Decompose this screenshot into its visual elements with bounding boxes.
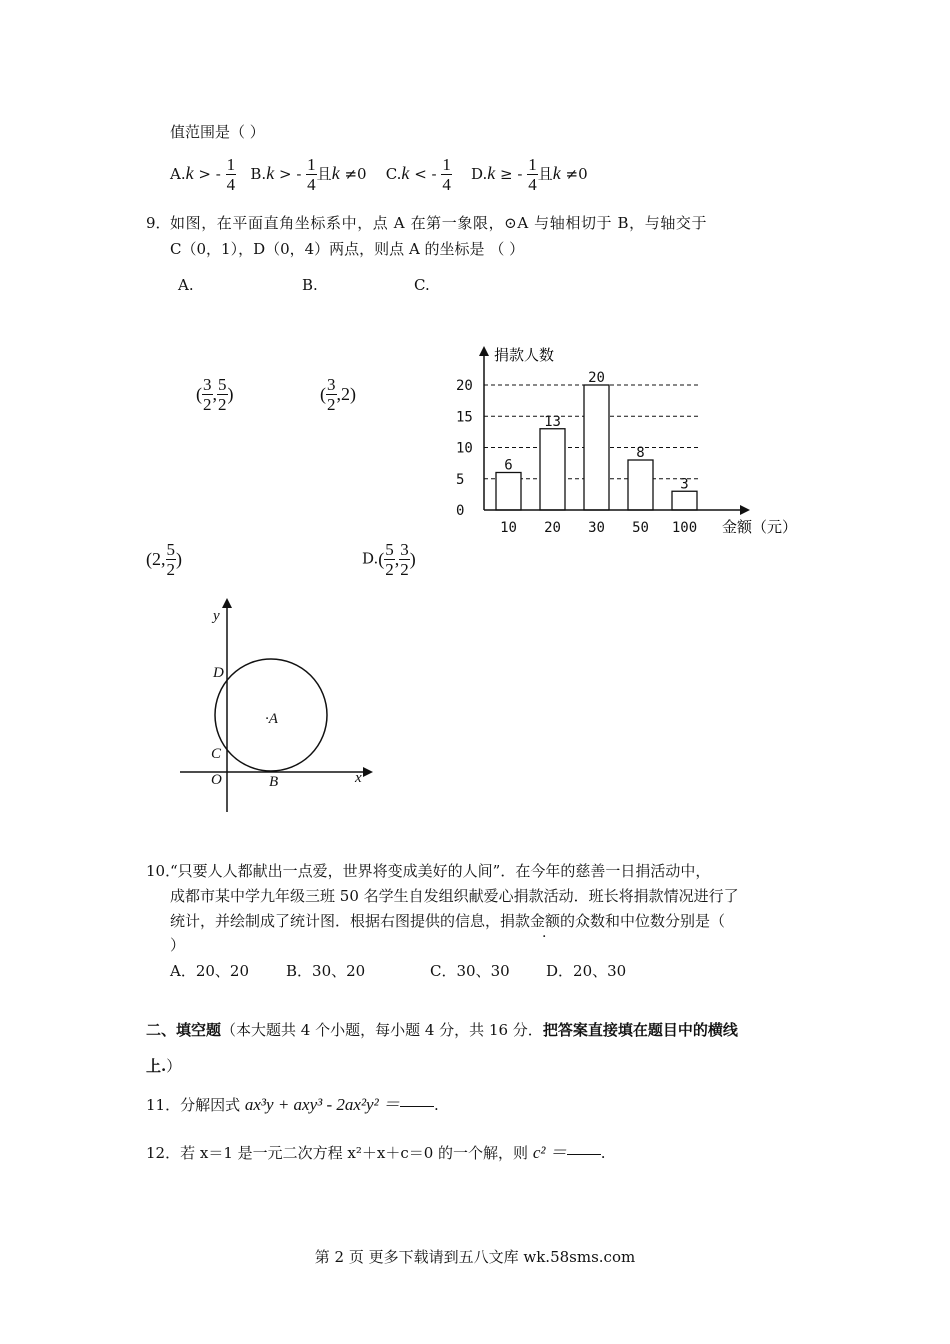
bar-50 [628, 460, 653, 510]
x-tick-label: 20 [544, 520, 561, 536]
q9-line1: 如图，在平面直角坐标系中，点 A 在第一象限，⊙A 与轴相切于 B，与轴交于 [170, 214, 708, 232]
q8-options [170, 155, 588, 194]
y-axis-arrow [479, 346, 489, 356]
fig-label-b: B [269, 774, 279, 790]
q9-value-a: ( $\frac{3}{2}$ , $\frac{5}{2}$ ) [196, 375, 234, 414]
section2-title: 二、填空题 [146, 1021, 222, 1039]
x-tick-label: 50 [632, 520, 649, 536]
q9-option-d[interactable]: D.( $\frac{5}{2}$ , $\frac{3}{2}$ ) [362, 540, 416, 579]
y-tick-label: 0 [456, 503, 465, 519]
bar-100 [672, 491, 697, 510]
bar-value-label: 3 [680, 476, 689, 493]
q8-option-d[interactable]: D.k ≥ - $\frac{1}{4}$ 且k ≠0 [470, 155, 588, 194]
fig-label-x: x [355, 770, 362, 786]
q12: 12．若 x＝1 是一元二次方程 x²＋x＋c＝0 的一个解，则 c² ＝ . [146, 1143, 606, 1162]
y-tick-label: 5 [456, 471, 465, 488]
bar-20 [540, 429, 565, 510]
section2-line2: 上.） [146, 1057, 182, 1075]
chart-title: 捐款人数 [494, 346, 555, 364]
fig-label-a: ·A [265, 711, 278, 727]
q10-number: 10． [146, 862, 181, 880]
q10-line4: ） [170, 936, 186, 954]
q10-option-c[interactable]: C．30、30 [430, 962, 510, 980]
fig-label-c: C [211, 746, 222, 762]
q8-tail: 值范围是（ ） [170, 123, 265, 141]
x-tick-label: 100 [671, 520, 698, 536]
x-axis-label: 金额（元） [722, 518, 798, 536]
q11: 11．分解因式 ax³y + axy³ - 2ax²y² ＝ . [146, 1095, 439, 1114]
x-axis-arrow [740, 505, 750, 515]
q10-line3: 统计，并绘制成了统计图．根据右图提供的信息，捐款金额的众数和中位数分别是（ [170, 912, 726, 930]
bar-value-label: 13 [544, 413, 561, 430]
section2-heading: 二、填空题（本大题共 4 个小题，每小题 4 分，共 16 分．把答案直接填在题目中的横线 [146, 1021, 738, 1039]
donation-bar-chart [440, 340, 810, 545]
q8-option-a[interactable]: A.k > - $\frac{1}{4}$ [170, 155, 236, 194]
q10-option-b[interactable]: B．30、20 [286, 962, 366, 980]
bar-value-label: 8 [636, 445, 645, 461]
fig-label-d: D [213, 665, 224, 681]
q9-value-c: (2, $\frac{5}{2}$ ) [146, 540, 182, 579]
q10-emphasis-amount: 金额 [530, 912, 561, 930]
q9-option-c-label[interactable]: C. [414, 276, 430, 294]
bar-10 [496, 473, 521, 511]
q9-line2: C（0，1），D（0，4）两点，则点 A 的坐标是 （ ） [170, 240, 525, 258]
bar-value-label: 20 [588, 370, 605, 386]
bar-value-label: 6 [504, 457, 513, 474]
q9-option-b-label[interactable]: B. [302, 276, 318, 294]
x-tick-label: 30 [588, 520, 605, 536]
fig-y-arrow [222, 598, 232, 608]
q10-line2: 成都市某中学九年级三班 50 名学生自发组织献爱心捐款活动．班长将捐款情况进行了 [170, 887, 739, 905]
q10-option-a[interactable]: A．20、20 [170, 962, 250, 980]
circle-coordinate-figure [175, 592, 385, 817]
bar-30 [584, 385, 609, 510]
q12-answer-blank[interactable] [567, 1153, 601, 1155]
q12-expression: c² ＝ [532, 1143, 567, 1162]
y-tick-label: 20 [456, 378, 473, 394]
fig-x-arrow [363, 767, 373, 777]
y-tick-label: 15 [456, 409, 473, 426]
fig-label-y: y [213, 608, 220, 624]
q8-option-c[interactable]: C.k < - $\frac{1}{4}$ [385, 155, 451, 194]
y-tick-label: 10 [456, 440, 473, 457]
q10-line1: “只要人人都献出一点爱，世界将变成美好的人间”．在今年的慈善一日捐活动中， [170, 862, 711, 880]
q10-option-d[interactable]: D．20、30 [546, 962, 627, 980]
q9-value-b: ( $\frac{3}{2}$ ,2) [320, 375, 356, 414]
page-footer: 第 2 页 更多下载请到五八文库 wk.58sms.com [314, 1248, 636, 1266]
q11-answer-blank[interactable] [400, 1105, 434, 1107]
q11-expression: ax³y + axy³ - 2ax²y² ＝ [244, 1095, 400, 1114]
q9-option-a-label[interactable]: A. [178, 276, 194, 294]
q8-option-b[interactable]: B.k > - $\frac{1}{4}$ 且k ≠0 [250, 155, 367, 194]
fig-label-o: O [211, 772, 222, 788]
q9-number: 9． [146, 214, 171, 232]
x-tick-label: 10 [500, 520, 517, 536]
